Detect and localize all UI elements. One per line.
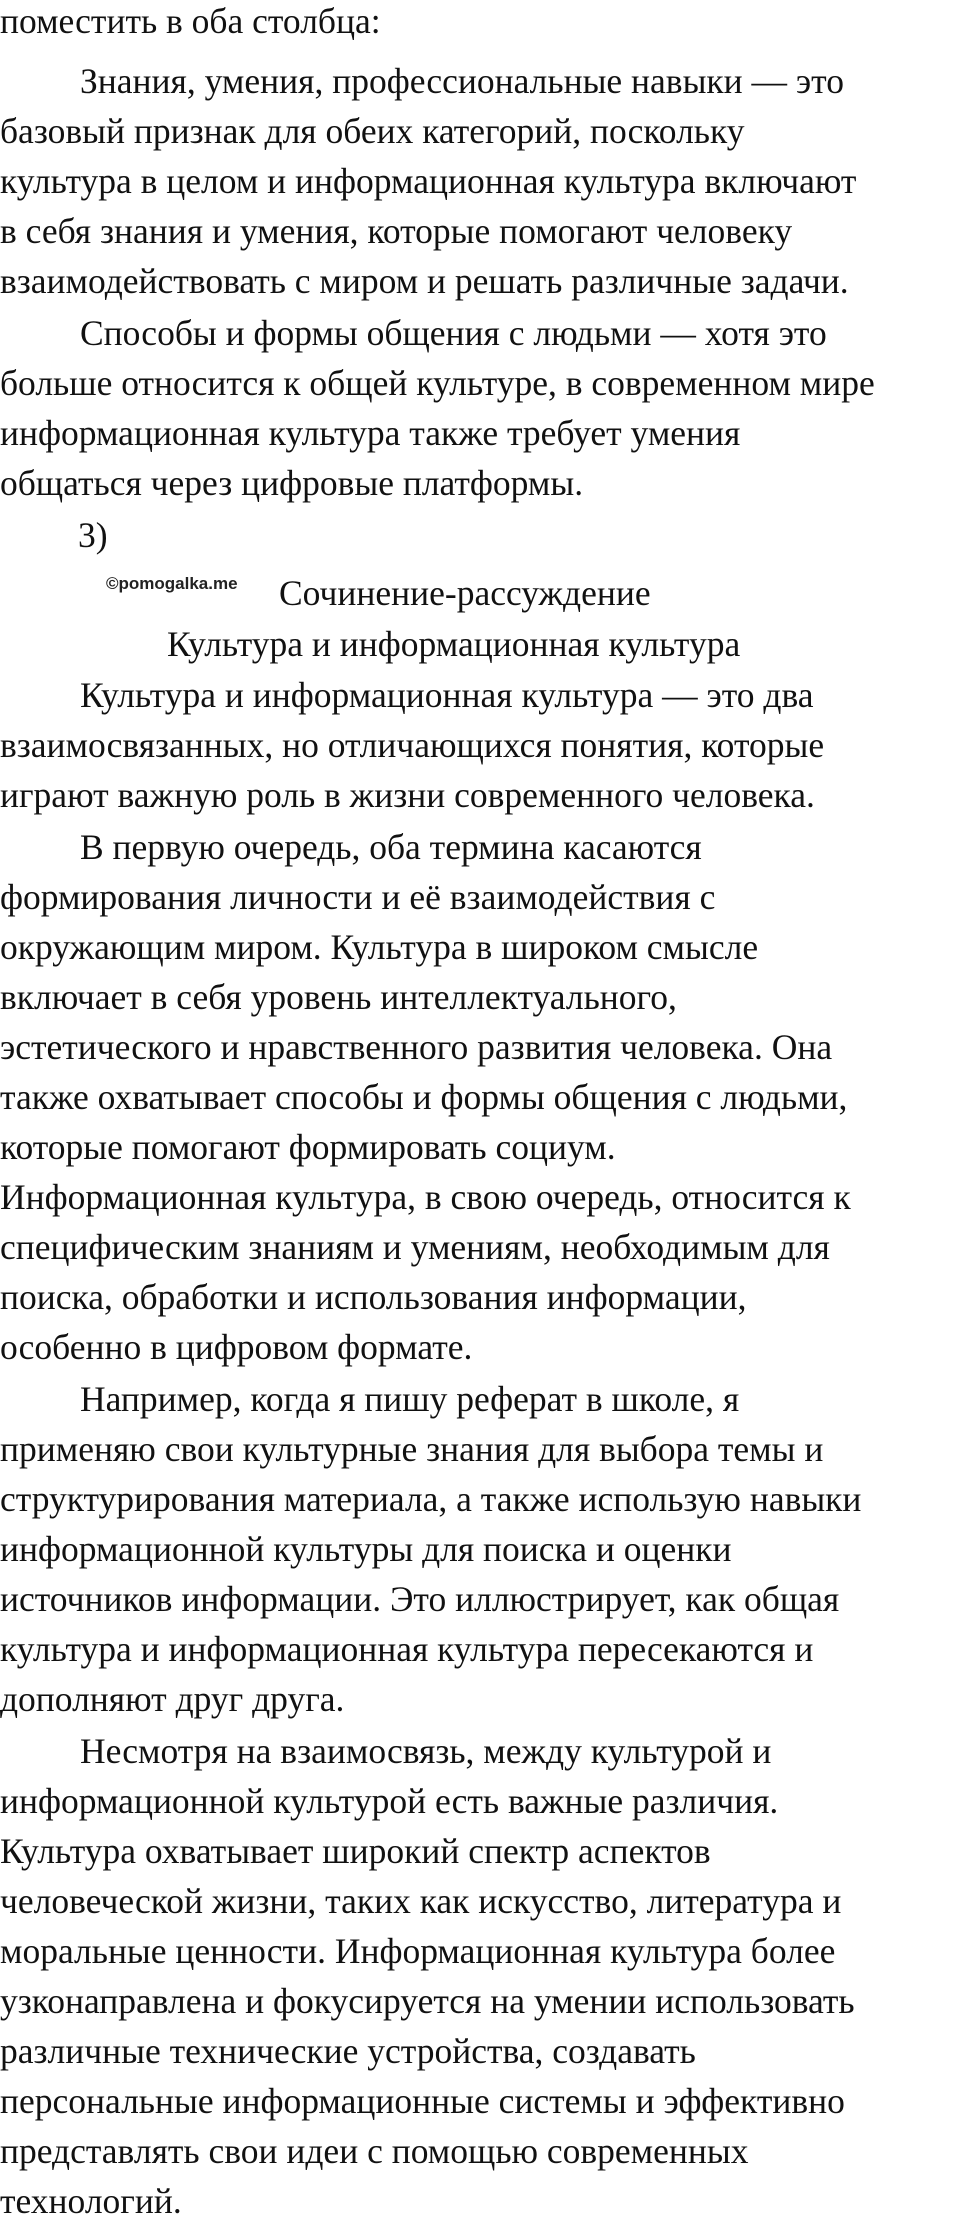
essay-p4-line: моральные ценности. Информационная культура более bbox=[0, 1931, 836, 1971]
essay-p2-line: эстетического и нравственного развития человека. Она bbox=[0, 1027, 833, 1067]
essay-p2-line: поиска, обработки и использования информации, bbox=[0, 1277, 747, 1317]
essay-p2-line: окружающим миром. Культура в широком смысле bbox=[0, 927, 759, 967]
item-number: 3) bbox=[78, 515, 108, 555]
essay-p3-line: Например, когда я пишу реферат в школе, я bbox=[80, 1379, 740, 1419]
essay-p3-line: информационной культуры для поиска и оценки bbox=[0, 1529, 732, 1569]
essay-p4-line: узконаправлена и фокусируется на умении использовать bbox=[0, 1981, 855, 2021]
paragraph-communication-line: больше относится к общей культуре, в современном мире bbox=[0, 363, 875, 403]
essay-p4-line: Культура охватывает широкий спектр аспектов bbox=[0, 1831, 711, 1871]
essay-genre: Сочинение-рассуждение bbox=[279, 573, 651, 613]
watermark: ©pomogalka.me bbox=[106, 574, 238, 593]
essay-p3-line: дополняют друг друга. bbox=[0, 1679, 345, 1719]
intro-line: поместить в оба столбца: bbox=[0, 1, 381, 41]
essay-p4-line: информационной культурой есть важные различия. bbox=[0, 1781, 779, 1821]
essay-p2-line: также охватывает способы и формы общения с людьми, bbox=[0, 1077, 848, 1117]
essay-p3-line: культура и информационная культура пересекаются и bbox=[0, 1629, 814, 1669]
essay-p4-line: Несмотря на взаимосвязь, между культурой и bbox=[80, 1731, 772, 1771]
essay-p4-line: различные технические устройства, создавать bbox=[0, 2031, 696, 2071]
essay-p4-line: человеческой жизни, таких как искусство, литература и bbox=[0, 1881, 842, 1921]
paragraph-communication-line: Способы и формы общения с людьми — хотя это bbox=[80, 313, 827, 353]
essay-title: Культура и информационная культура bbox=[167, 624, 741, 664]
essay-p2-line: специфическим знаниям и умениям, необходимым для bbox=[0, 1227, 830, 1267]
essay-p1-line: Культура и информационная культура — это два bbox=[80, 675, 814, 715]
paragraph-skills-line: взаимодействовать с миром и решать различные задачи. bbox=[0, 261, 849, 301]
essay-p3-line: структурирования материала, а также использую навыки bbox=[0, 1479, 862, 1519]
essay-p2-line: В первую очередь, оба термина касаются bbox=[80, 827, 702, 867]
essay-p4-line: технологий. bbox=[0, 2181, 182, 2221]
essay-p2-line: формирования личности и её взаимодействия с bbox=[0, 877, 716, 917]
paragraph-skills-line: базовый признак для обеих категорий, поскольку bbox=[0, 111, 745, 151]
essay-p2-line: включает в себя уровень интеллектуального, bbox=[0, 977, 677, 1017]
essay-p4-line: персональные информационные системы и эффективно bbox=[0, 2081, 845, 2121]
paragraph-skills-line: Знания, умения, профессиональные навыки — это bbox=[80, 61, 844, 101]
essay-p4-line: представлять свои идеи с помощью современных bbox=[0, 2131, 749, 2171]
essay-p2-line: Информационная культура, в свою очередь, относится к bbox=[0, 1177, 851, 1217]
essay-p3-line: источников информации. Это иллюстрирует, как общая bbox=[0, 1579, 840, 1619]
essay-p1-line: взаимосвязанных, но отличающихся понятия, которые bbox=[0, 725, 825, 765]
paragraph-skills-line: в себя знания и умения, которые помогают человеку bbox=[0, 211, 793, 251]
paragraph-communication-line: информационная культура также требует умения bbox=[0, 413, 741, 453]
essay-p2-line: особенно в цифровом формате. bbox=[0, 1327, 473, 1367]
essay-p1-line: играют важную роль в жизни современного человека. bbox=[0, 775, 815, 815]
essay-p2-line: которые помогают формировать социум. bbox=[0, 1127, 616, 1167]
paragraph-communication-line: общаться через цифровые платформы. bbox=[0, 463, 584, 503]
essay-p3-line: применяю свои культурные знания для выбора темы и bbox=[0, 1429, 824, 1469]
paragraph-skills-line: культура в целом и информационная культура включают bbox=[0, 161, 857, 201]
